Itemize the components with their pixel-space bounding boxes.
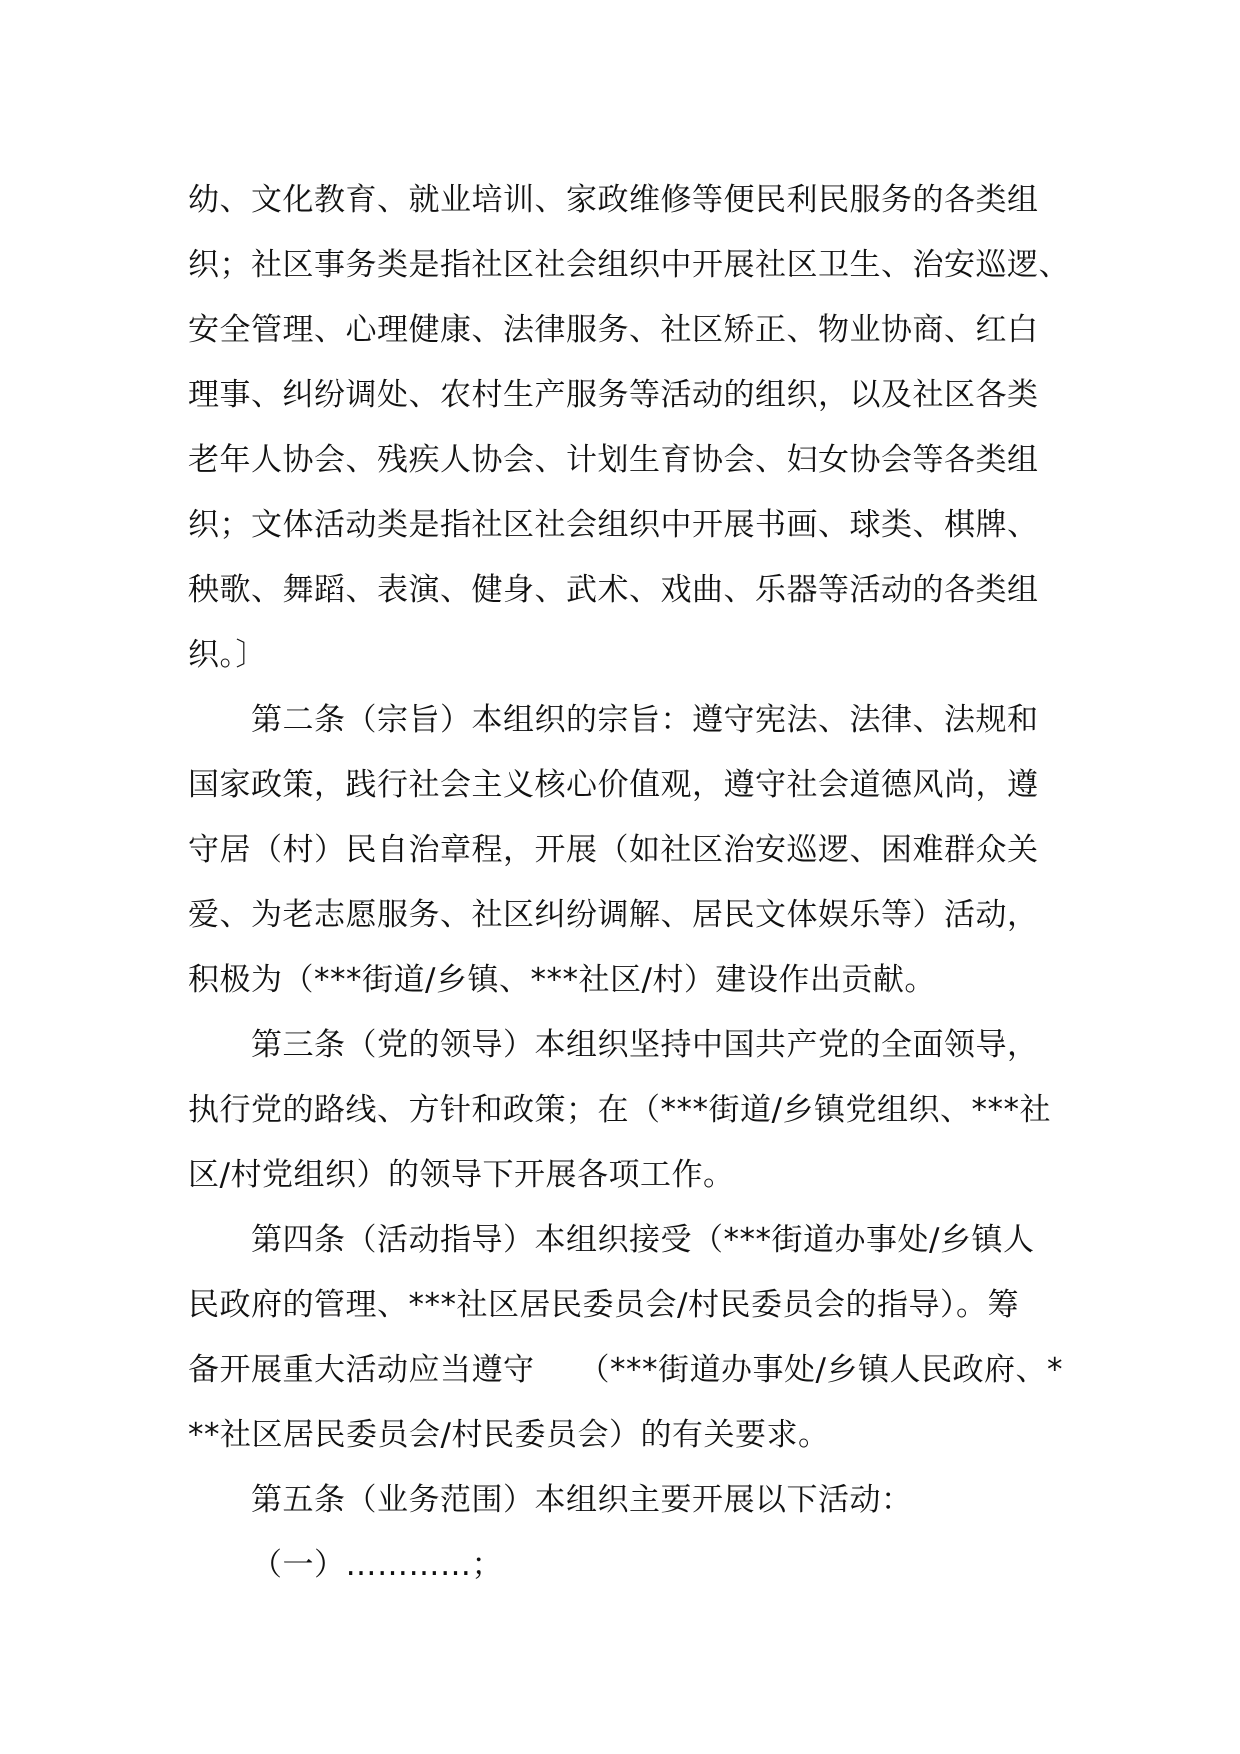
- article-3-heading-line: 第三条（党的领导）本组织坚持中国共产党的全面领导，: [251, 1027, 1039, 1063]
- document-body: [188, 168, 1068, 1598]
- text-line: 积极为（***街道/乡镇、***社区/村）建设作出贡献。: [188, 962, 936, 998]
- text-line-split: [188, 1338, 1068, 1403]
- text-segment: 备开展重大活动应当遵守: [188, 1352, 535, 1388]
- text-line: 织。〕: [188, 637, 267, 673]
- text-line: 幼、文化教育、就业培训、家政维修等便民利民服务的各类组: [188, 182, 1039, 218]
- article-4-heading-line: 第四条（活动指导）本组织接受（***街道办事处/乡镇人: [251, 1222, 1035, 1258]
- text-line: 理事、纠纷调处、农村生产服务等活动的组织，以及社区各类: [188, 377, 1039, 413]
- article-5-heading-line: 第五条（业务范围）本组织主要开展以下活动：: [251, 1482, 913, 1518]
- text-line: 织；社区事务类是指社区社会组织中开展社区卫生、治安巡逻、: [188, 247, 1070, 283]
- text-line: 爱、为老志愿服务、社区纠纷调解、居民文体娱乐等）活动，: [188, 897, 1039, 933]
- text-line: 老年人协会、残疾人协会、计划生育协会、妇女协会等各类组: [188, 442, 1039, 478]
- text-line: 守居（村）民自治章程，开展（如社区治安巡逻、困难群众关: [188, 832, 1039, 868]
- article-2-heading-line: 第二条（宗旨）本组织的宗旨：遵守宪法、法律、法规和: [251, 702, 1039, 738]
- text-line: 区/村党组织）的领导下开展各项工作。: [188, 1157, 735, 1193]
- text-line: 民政府的管理、***社区居民委员会/村民委员会的指导）。筹: [188, 1287, 1019, 1323]
- text-line: 秧歌、舞蹈、表演、健身、武术、戏曲、乐器等活动的各类组: [188, 572, 1039, 608]
- text-line: 安全管理、心理健康、法律服务、社区矫正、物业协商、红白: [188, 312, 1039, 348]
- text-line: 国家政策，践行社会主义核心价值观，遵守社会道德风尚，遵: [188, 767, 1039, 803]
- text-segment: （***街道办事处/乡镇人民政府、*: [578, 1352, 1063, 1388]
- text-line: 执行党的路线、方针和政策；在（***街道/乡镇党组织、***社: [188, 1092, 1051, 1128]
- text-line: 织；文体活动类是指社区社会组织中开展书画、球类、棋牌、: [188, 507, 1039, 543]
- list-item-1-line: （一）…………；: [251, 1547, 503, 1583]
- text-line: **社区居民委员会/村民委员会）的有关要求。: [188, 1417, 830, 1453]
